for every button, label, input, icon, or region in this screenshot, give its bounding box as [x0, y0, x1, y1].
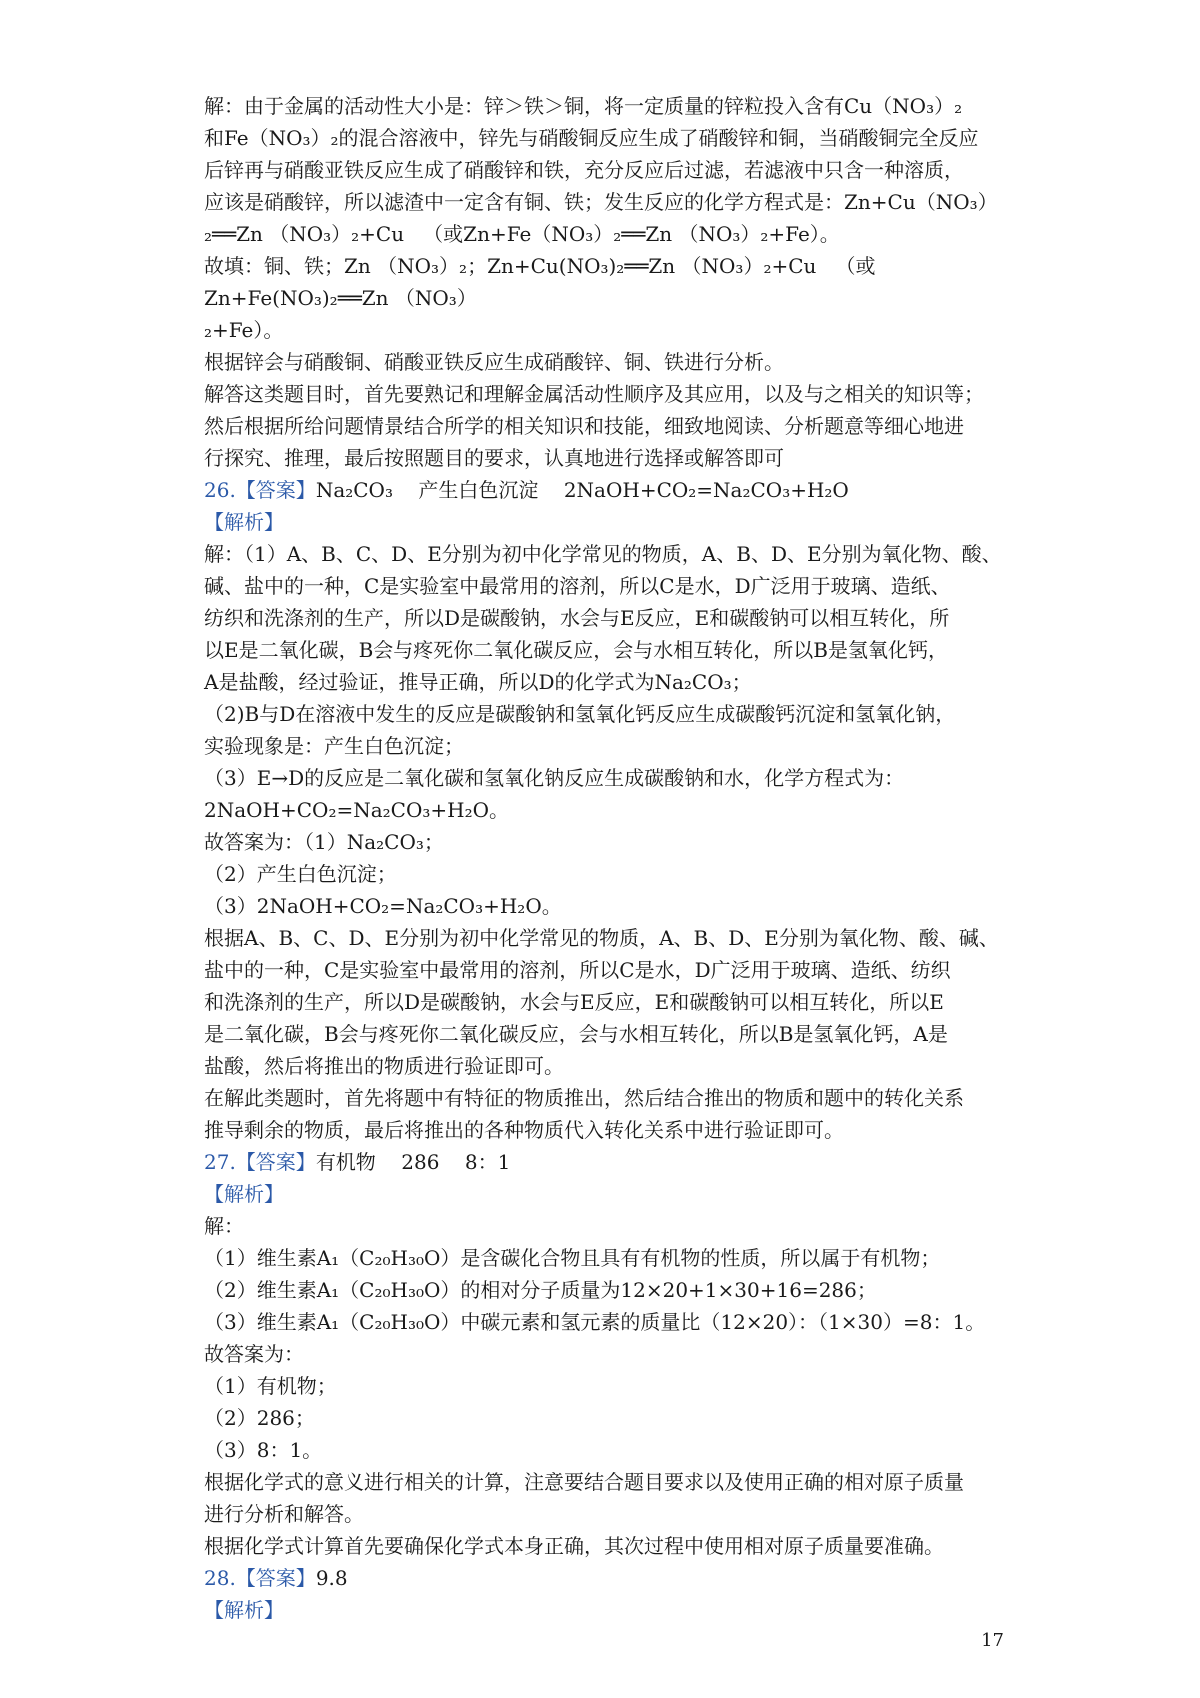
- answer-value: 有机物 286 8：1: [315, 1150, 511, 1174]
- analysis-heading: 【解析】: [204, 510, 284, 534]
- text-line: （3）8：1。: [204, 1438, 323, 1462]
- text-line: 解：: [204, 1214, 244, 1238]
- text-line: 盐中的一种，C是实验室中最常用的溶剂，所以C是水，D广泛用于玻璃、造纸、纺织: [204, 958, 951, 982]
- text-line: ₂══Zn （NO₃）₂+Cu （或Zn+Fe（NO₃）₂══Zn （NO₃）₂+Fe）。: [204, 222, 840, 246]
- text-line: （2)B与D在溶液中发生的反应是碳酸钠和氢氧化钙反应生成碳酸钙沉淀和氢氧化钠，: [204, 702, 956, 726]
- text-line: A是盐酸，经过验证，推导正确，所以D的化学式为Na₂CO₃；: [204, 670, 752, 694]
- text-line: 解：由于金属的活动性大小是：锌＞铁＞铜，将一定质量的锌粒投入含有Cu（NO₃）₂: [204, 94, 963, 118]
- text-line: （1）有机物；: [204, 1374, 337, 1398]
- answer-heading-27: [204, 1146, 1020, 1178]
- page-content: [204, 90, 1020, 1626]
- answer-label: 27.【答案】: [204, 1150, 316, 1174]
- text-line: 行探究、推理，最后按照题目的要求，认真地进行选择或解答即可: [204, 446, 784, 470]
- text-line: 应该是硝酸锌，所以滤渣中一定含有铜、铁；发生反应的化学方程式是：Zn+Cu（NO₃）: [204, 190, 998, 214]
- text-line: 和Fe（NO₃）₂的混合溶液中，锌先与硝酸铜反应生成了硝酸锌和铜，当硝酸铜完全反应: [204, 126, 979, 150]
- text-line: 以E是二氧化碳，B会与疼死你二氧化碳反应，会与水相互转化，所以B是氢氧化钙，: [204, 638, 948, 662]
- text-line: 根据锌会与硝酸铜、硝酸亚铁反应生成硝酸锌、铜、铁进行分析。: [204, 350, 784, 374]
- text-line: （3）维生素A₁（C₂₀H₃₀O）中碳元素和氢元素的质量比（12×20）：（1×30）=8：1。: [204, 1310, 986, 1334]
- text-line: （2）维生素A₁（C₂₀H₃₀O）的相对分子质量为12×20+1×30+16=286；: [204, 1278, 877, 1302]
- text-line: 进行分析和解答。: [204, 1502, 364, 1526]
- text-line: （2）286；: [204, 1406, 315, 1430]
- text-line: 纺织和洗涤剂的生产，所以D是碳酸钠，水会与E反应，E和碳酸钠可以相互转化，所: [204, 606, 950, 630]
- text-line: ₂+Fe）。: [204, 318, 284, 342]
- text-line: 故填：铜、铁；Zn （NO₃）₂；Zn+Cu(NO₃)₂══Zn （NO₃）₂+Cu （或Zn+Fe(NO₃)₂══Zn （NO₃）: [204, 254, 876, 310]
- text-line: 根据化学式的意义进行相关的计算，注意要结合题目要求以及使用正确的相对原子质量: [204, 1470, 964, 1494]
- text-line: 解：（1）A、B、C、D、E分别为初中化学常见的物质，A、B、D、E分别为氧化物、酸、: [204, 542, 1002, 566]
- text-line: 故答案为：: [204, 1342, 304, 1366]
- analysis-heading: 【解析】: [204, 1598, 284, 1622]
- text-line: 2NaOH+CO₂=Na₂CO₃+H₂O。: [204, 798, 509, 822]
- text-line: 实验现象是：产生白色沉淀；: [204, 734, 464, 758]
- answer-heading-28: [204, 1562, 1020, 1594]
- page-number: 17: [981, 1630, 1004, 1651]
- text-line: 碱、盐中的一种，C是实验室中最常用的溶剂，所以C是水，D广泛用于玻璃、造纸、: [204, 574, 951, 598]
- answer-label: 26.【答案】: [204, 478, 316, 502]
- text-line: （2）产生白色沉淀；: [204, 862, 397, 886]
- text-line: 和洗涤剂的生产，所以D是碳酸钠，水会与E反应，E和碳酸钠可以相互转化，所以E: [204, 990, 944, 1014]
- text-line: 盐酸，然后将推出的物质进行验证即可。: [204, 1054, 564, 1078]
- text-line: 根据化学式计算首先要确保化学式本身正确，其次过程中使用相对原子质量要准确。: [204, 1534, 944, 1558]
- text-line: 是二氧化碳，B会与疼死你二氧化碳反应，会与水相互转化，所以B是氢氧化钙，A是: [204, 1022, 948, 1046]
- text-line: 故答案为：（1）Na₂CO₃；: [204, 830, 444, 854]
- answer-value: 9.8: [315, 1566, 348, 1590]
- text-line: 解答这类题目时，首先要熟记和理解金属活动性顺序及其应用，以及与之相关的知识等；: [204, 382, 984, 406]
- analysis-heading: 【解析】: [204, 1182, 284, 1206]
- text-line: （1）维生素A₁（C₂₀H₃₀O）是含碳化合物且具有有机物的性质，所以属于有机物；: [204, 1246, 941, 1270]
- text-line: 根据A、B、C、D、E分别为初中化学常见的物质，A、B、D、E分别为氧化物、酸、碱、: [204, 926, 999, 950]
- text-line: 然后根据所给问题情景结合所学的相关知识和技能，细致地阅读、分析题意等细心地进: [204, 414, 964, 438]
- text-line: 推导剩余的物质，最后将推出的各种物质代入转化关系中进行验证即可。: [204, 1118, 844, 1142]
- text-line: 在解此类题时，首先将题中有特征的物质推出，然后结合推出的物质和题中的转化关系: [204, 1086, 964, 1110]
- answer-heading-26: [204, 474, 1020, 506]
- answer-label: 28.【答案】: [204, 1566, 316, 1590]
- text-line: （3）E→D的反应是二氧化碳和氢氧化钠反应生成碳酸钠和水，化学方程式为：: [204, 766, 905, 790]
- text-line: 后锌再与硝酸亚铁反应生成了硝酸锌和铁，充分反应后过滤，若滤液中只含一种溶质，: [204, 158, 964, 182]
- answer-value: Na₂CO₃ 产生白色沉淀 2NaOH+CO₂=Na₂CO₃+H₂O: [315, 478, 849, 502]
- text-line: （3）2NaOH+CO₂=Na₂CO₃+H₂O。: [204, 894, 562, 918]
